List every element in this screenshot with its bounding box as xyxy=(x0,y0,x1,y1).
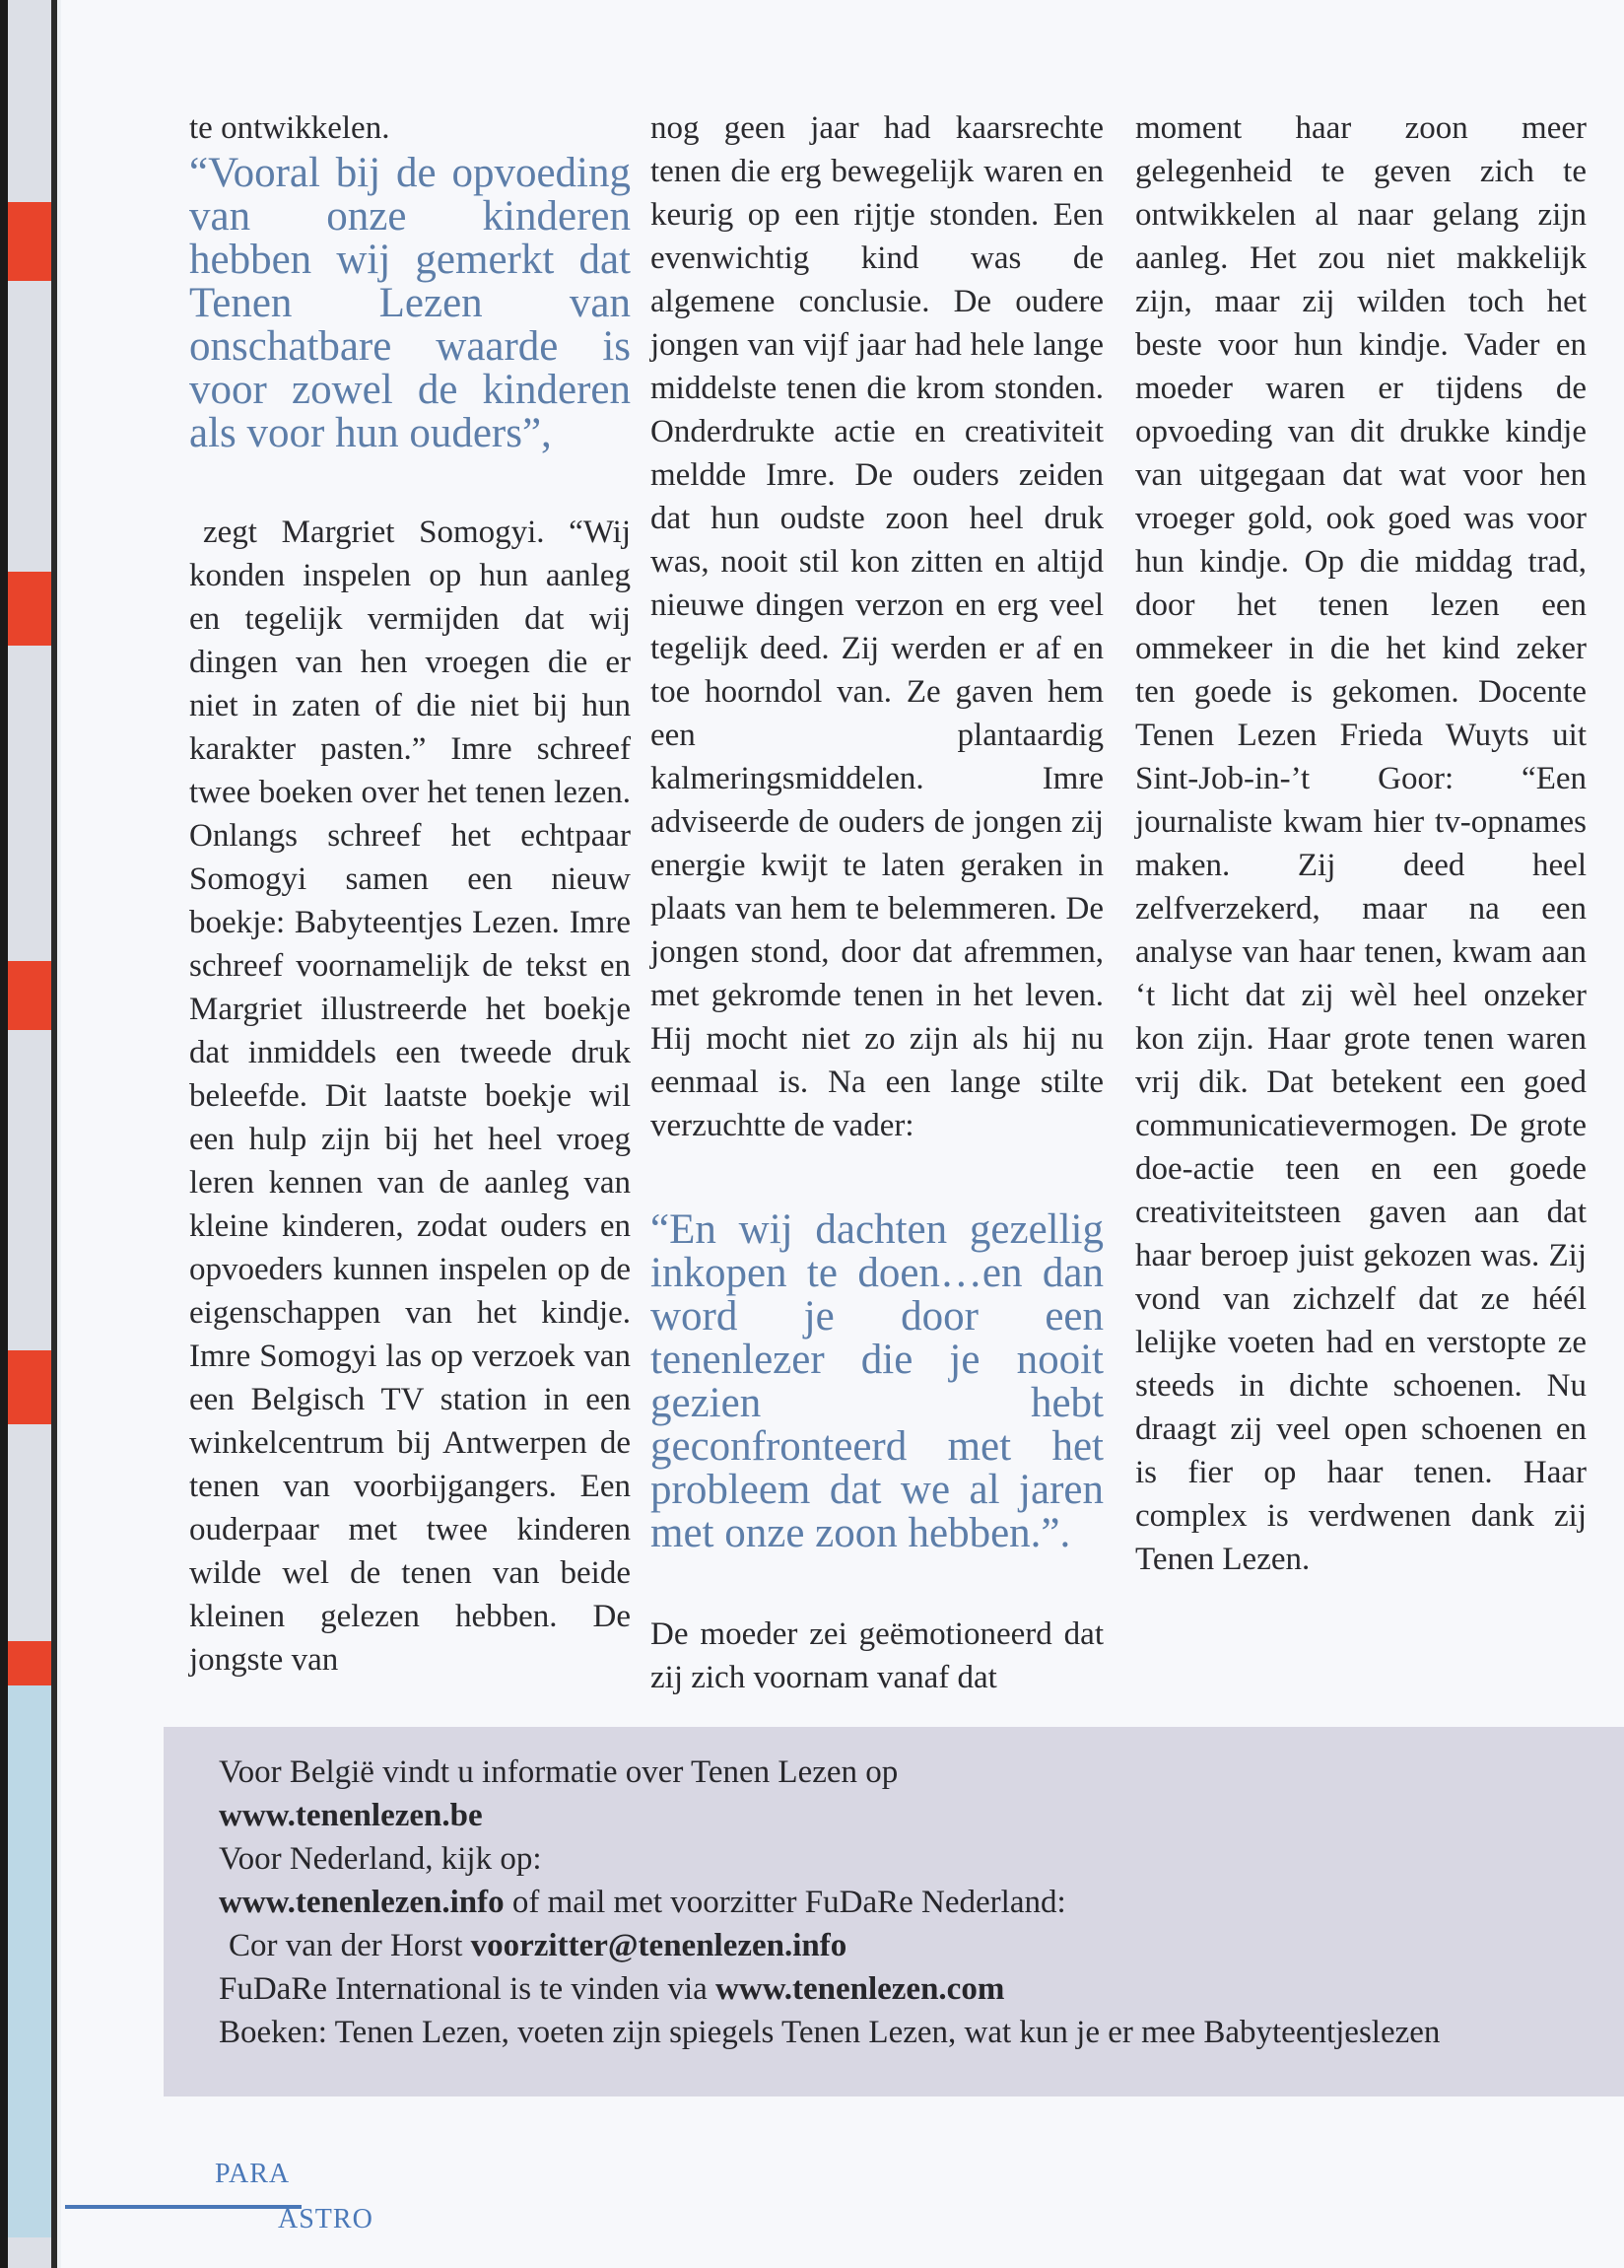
article-column-1 xyxy=(189,106,631,1682)
footer-logo-astro: ASTRO xyxy=(278,2204,373,2234)
footer-rule xyxy=(65,2205,302,2209)
column-1-intro: te ontwikkelen. xyxy=(189,110,390,146)
info-netherlands-label: Voor Nederland, kijk op: xyxy=(219,1841,542,1877)
pull-quote-2: “En wij dachten gezellig inkopen te doen…en dan word je door een tenenlezer die je nooit gezien hebt geconfronteerd met het probleem dat we al jaren met onze zoon hebben.”. xyxy=(650,1206,1104,1556)
column-2-body: nog geen jaar had kaarsrechte tenen die erg bewegelijk waren en keurig op een rijtje stonden. Een evenwichtig kind was de algemene conclusie. De oudere jongen van vijf jaar had hele lange middelste tenen die krom stonden. Onderdrukte actie en creativiteit meldde Imre. De ouders zeiden dat hun oudste zoon heel druk was, nooit stil kon zitten en altijd nieuwe dingen verzon en erg veel tegelijk deed. Zij werden er af en toe hoorndol van. Ze gaven hem een plantaardig kalmeringsmiddelen. Imre adviseerde de ouders de jongen zij energie kwijt te laten geraken in plaats van hem te belemmeren. De jongen stond, door dat afremmen, met gekromde tenen in het leven. Hij mocht niet zo zijn als hij nu eenmaal is. Na een lange stilte verzuchtte de vader: xyxy=(650,110,1104,1143)
column-1-body: zegt Margriet Somogyi. “Wij konden inspelen op hun aanleg en tegelijk vermijden dat wij dingen van hen vroegen die er niet in zaten of die niet bij hun karakter pasten.” Imre schreef twee boeken over het tenen lezen. Onlangs schreef het echtpaar Somogyi samen een nieuw boekje: Babyteentjes Lezen. Imre schreef voornamelijk de tekst en Margriet illustreerde het boekje dat inmiddels een tweede druk beleefde. Dit laatste boekje wil een hulp zijn bij het heel vroeg leren kennen van de aanleg van kleine kinderen, zodat ouders en opvoeders kunnen inspelen op de eigenschappen van het kindje. Imre Somogyi las op verzoek van een Belgisch TV station in een winkelcentrum bij Antwerpen de tenen van voorbijgangers. Een ouderpaar met twee kinderen wilde wel de tenen van beide kleinen gelezen hebben. De jongste van xyxy=(189,515,631,1678)
info-contact-name: Cor van der Horst xyxy=(229,1928,471,1963)
info-belgium-label: Voor België vindt u informatie over Tenen Lezen op xyxy=(219,1754,899,1790)
pull-quote-1: “Vooral bij de opvoeding van onze kinderen hebben wij gemerkt dat Tenen Lezen van onschatbare waarde is voor zowel de kinderen als voor hun ouders”, xyxy=(189,150,631,456)
column-3-body: moment haar zoon meer gelegenheid te geven zich te ontwikkelen al naar gelang zijn aanleg. Het zou niet makkelijk zijn, maar zij wilden toch het beste voor hun kindje. Vader en moeder waren er tijdens de opvoeding van dit drukke kindje van uitgegaan dat wat voor hen vroeger gold, ook goed was voor hun kindje. Op die middag trad, door het tenen lezen een ommekeer in die het kind zeker ten goede is gekomen. Docente Tenen Lezen Frieda Wuyts uit Sint-Job-in-’t Goor: “Een journaliste kwam hier tv-opnames maken. Zij deed heel zelfverzekerd, maar na een analyse van haar tenen, kwam aan ‘t licht dat zij wèl heel onzeker kon zijn. Haar grote tenen waren vrij dik. Dat betekent een goed communicatievermogen. De grote doe-actie teen en een goede creativiteitsteen gaven aan dat haar beroep juist gekozen was. Zij vond van zichzelf dat ze héél lelijke voeten had en verstopte ze steeds in dichte schoenen. Nu draagt zij veel open schoenen en is fier op haar tenen. Haar complex is verdwenen dank zij Tenen Lezen. xyxy=(1135,110,1587,1577)
info-belgium-url: www.tenenlezen.be xyxy=(219,1798,483,1833)
info-contact-line xyxy=(219,1924,1624,1967)
footer-logo-para: PARA xyxy=(215,2159,291,2189)
edge-stripe xyxy=(8,961,51,1030)
info-box xyxy=(164,1727,1624,2096)
info-books: Boeken: Tenen Lezen, voeten zijn spiegels Tenen Lezen, wat kun je er mee Babyteentjeslezen xyxy=(219,2015,1441,2050)
column-2-outro: De moeder zei geëmotioneerd dat zij zich voornam vanaf dat xyxy=(650,1616,1104,1695)
article-column-3 xyxy=(1135,106,1587,1581)
info-international-url: www.tenenlezen.com xyxy=(715,1971,1005,2007)
article-column-2 xyxy=(650,106,1104,1699)
info-netherlands-text: of mail met voorzitter FuDaRe Nederland: xyxy=(504,1885,1066,1920)
binding-edge xyxy=(0,0,61,2268)
info-contact-email: voorzitter@tenenlezen.info xyxy=(470,1928,847,1963)
info-international-line xyxy=(219,1967,1624,2011)
info-netherlands-line xyxy=(219,1881,1624,1924)
edge-stripe xyxy=(8,202,51,281)
edge-stripe xyxy=(8,1350,51,1424)
edge-stripe xyxy=(8,1641,51,1685)
info-netherlands-url: www.tenenlezen.info xyxy=(219,1885,505,1920)
edge-stripe xyxy=(8,572,51,646)
info-international-text: FuDaRe International is te vinden via xyxy=(219,1971,716,2007)
edge-stripe xyxy=(8,1685,51,2237)
